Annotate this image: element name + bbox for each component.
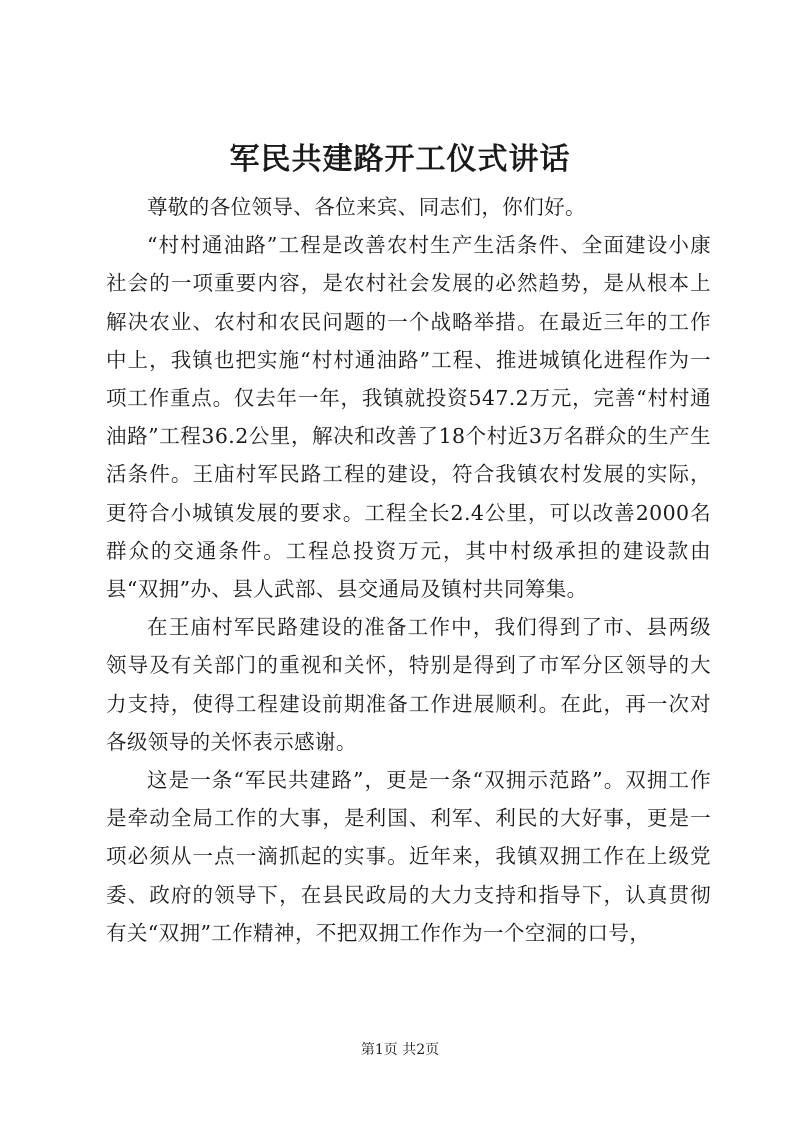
- paragraph-dual-support: 这是一条“军民共建路”，更是一条“双拥示范路”。双拥工作是牵动全局工作的大事，是利国、利军、利民的大好事，更是一项必须从一点一滴抓起的实事。近年来，我镇双拥工作在上级党委、政府的领导下，在县民政局的大力支持和指导下，认真贯彻有关“双拥”工作精神，不把双拥工作作为一个空洞的口号，: [106, 768, 711, 945]
- paragraph-project-overview: “村村通油路”工程是改善农村生产生活条件、全面建设小康社会的一项重要内容，是农村社会发展的必然趋势，是从根本上解决农业、农村和农民问题的一个战略举措。在最近三年的工作中上，我镇也把实施“村村通油路”工程、推进城镇化进程作为一项工作重点。仅去年一年，我镇就投资547.2万元，完善“村村通油路”工程36.2公里，解决和改善了18个村近3万名群众的生产生活条件。王庙村军民路工程的建设，符合我镇农村发展的实际，更符合小城镇发展的要求。工程全长2.4公里，可以改善2000名群众的交通条件。工程总投资万元，其中村级承担的建设款由县“双拥”办、县人武部、县交通局及镇村共同筹集。: [106, 233, 711, 602]
- document-body: [106, 188, 711, 952]
- document-title: 军民共建路开工仪式讲话: [229, 142, 571, 177]
- paragraph-greeting: 尊敬的各位领导、各位来宾、同志们，你们好。: [147, 195, 586, 219]
- page-footer: 第1页 共2页: [360, 1042, 440, 1058]
- paragraph-thanks: 在王庙村军民路建设的准备工作中，我们得到了市、县两级领导及有关部门的重视和关怀，特别是得到了市军分区领导的大力支持，使得工程建设前期准备工作进展顺利。在此，再一次对各级领导的关怀表示感谢。: [106, 615, 711, 754]
